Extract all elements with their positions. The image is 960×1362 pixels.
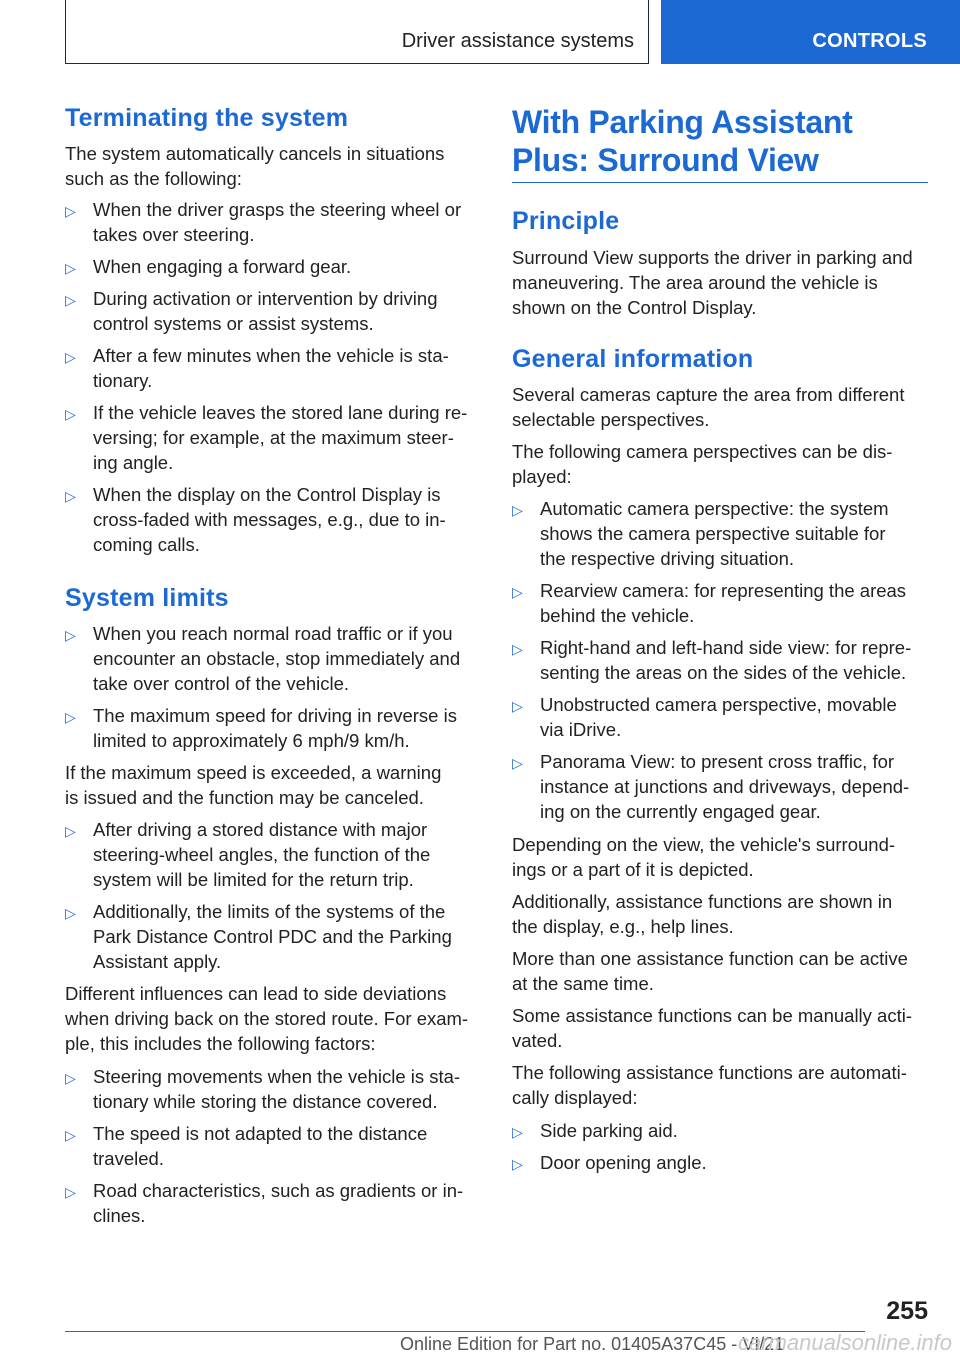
- bullet-triangle-icon: ▷: [65, 260, 76, 276]
- perspective-item-text: behind the vehicle.: [540, 605, 695, 626]
- terminating-item-text: During activation or intervention by driving: [93, 288, 438, 309]
- limits-item-text: The maximum speed for driving in reverse is: [93, 705, 457, 726]
- terminating-item-text: coming calls.: [93, 534, 200, 555]
- additionally-text-line: Additionally, assistance functions are shown in: [512, 891, 893, 912]
- perspective-item-text: senting the areas on the sides of the vehicle.: [540, 662, 907, 683]
- factor-item-text: Road characteristics, such as gradients or in‐: [93, 1180, 464, 1201]
- running-header-title: Driver assistance systems: [401, 30, 634, 52]
- perspective-item-text: Unobstructed camera perspective, movable: [540, 694, 897, 715]
- terminating-item-text: When the display on the Control Display is: [93, 484, 441, 505]
- speed-exceeded-line: If the maximum speed is exceeded, a warning: [65, 762, 442, 783]
- limits-item-text: Assistant apply.: [93, 951, 222, 972]
- bullet-triangle-icon: ▷: [65, 1127, 76, 1143]
- factor-item-text: tionary while storing the distance covered.: [93, 1091, 438, 1112]
- limits-item-text: steering-wheel angles, the function of the: [93, 844, 431, 865]
- heading-surround-view: With Parking Assistant: [512, 104, 853, 140]
- perspective-item-text: instance at junctions and driveways, depend‐: [540, 776, 910, 797]
- following-text-line: The following assistance functions are automati‐: [512, 1062, 907, 1083]
- principle-text-line: shown on the Control Display.: [512, 297, 757, 318]
- factor-item-text: The speed is not adapted to the distance: [93, 1123, 428, 1144]
- general-text-line: The following camera perspectives can be dis‐: [512, 441, 893, 462]
- chapter-tab[interactable]: [661, 0, 960, 64]
- terminating-item-text: When engaging a forward gear.: [93, 256, 352, 277]
- bullet-triangle-icon: ▷: [65, 1184, 76, 1200]
- terminating-intro-line: such as the following:: [65, 168, 242, 189]
- depending-text-line: Depending on the view, the vehicle's surround‐: [512, 834, 896, 855]
- limits-item-text: system will be limited for the return trip.: [93, 869, 414, 890]
- terminating-intro-line: The system automatically cancels in situations: [65, 143, 445, 164]
- general-text-line: played:: [512, 466, 572, 487]
- bullet-triangle-icon: ▷: [65, 905, 76, 921]
- factor-item-text: Steering movements when the vehicle is sta‐: [93, 1066, 461, 1087]
- heading-system-limits: System limits: [65, 584, 229, 612]
- bullet-triangle-icon: ▷: [512, 584, 523, 600]
- influences-line: when driving back on the stored route. For exam‐: [65, 1008, 469, 1029]
- bullet-triangle-icon: ▷: [65, 349, 76, 365]
- limits-item-text: encounter an obstacle, stop immediately and: [93, 648, 461, 669]
- page-number: 255: [886, 1297, 928, 1325]
- bullet-triangle-icon: ▷: [512, 1124, 523, 1140]
- terminating-item-text: versing; for example, at the maximum steer‐: [93, 427, 454, 448]
- footer-edition: Online Edition for Part no. 01405A37C45 - VI/21: [400, 1334, 785, 1354]
- factor-item-text: traveled.: [93, 1148, 164, 1169]
- bullet-triangle-icon: ▷: [512, 698, 523, 714]
- depending-text-line: ings or a part of it is depicted.: [512, 859, 754, 880]
- principle-text-line: maneuvering. The area around the vehicle is: [512, 272, 878, 293]
- following-text-line: cally displayed:: [512, 1087, 638, 1108]
- perspective-item-text: the respective driving situation.: [540, 548, 794, 569]
- running-header-section: [65, 0, 649, 64]
- perspective-item-text: Panorama View: to present cross traffic, for: [540, 751, 895, 772]
- principle-text-line: Surround View supports the driver in parking and: [512, 247, 913, 268]
- bullet-triangle-icon: ▷: [65, 709, 76, 725]
- factor-item-text: clines.: [93, 1205, 146, 1226]
- limits-item-text: After driving a stored distance with major: [93, 819, 428, 840]
- heading-rule: [512, 182, 928, 183]
- perspective-item-text: Automatic camera perspective: the system: [540, 498, 889, 519]
- heading-terminating: Terminating the system: [65, 104, 349, 132]
- limits-item-text: When you reach normal road traffic or if you: [93, 623, 453, 644]
- bullet-triangle-icon: ▷: [65, 1070, 76, 1086]
- bullet-triangle-icon: ▷: [65, 627, 76, 643]
- heading-surround-view: Plus: Surround View: [512, 142, 819, 178]
- terminating-item-text: tionary.: [93, 370, 153, 391]
- additionally-text-line: the display, e.g., help lines.: [512, 916, 734, 937]
- bullet-triangle-icon: ▷: [65, 488, 76, 504]
- more-text-line: at the same time.: [512, 973, 654, 994]
- perspective-item-text: Rearview camera: for representing the areas: [540, 580, 907, 601]
- terminating-item-text: After a few minutes when the vehicle is sta‐: [93, 345, 449, 366]
- perspective-item-text: via iDrive.: [540, 719, 622, 740]
- perspective-item-text: ing on the currently engaged gear.: [540, 801, 821, 822]
- limits-item-text: Additionally, the limits of the systems of the: [93, 901, 446, 922]
- watermark: carmanualsonline.info: [737, 1330, 952, 1355]
- limits-item-text: take over control of the vehicle.: [93, 673, 350, 694]
- terminating-item-text: ing angle.: [93, 452, 174, 473]
- limits-item-text: Park Distance Control PDC and the Parking: [93, 926, 452, 947]
- chapter-tab-label: CONTROLS: [812, 30, 927, 52]
- limits-item-text: limited to approximately 6 mph/9 km/h.: [93, 730, 410, 751]
- speed-exceeded-line: is issued and the function may be canceled.: [65, 787, 424, 808]
- bullet-triangle-icon: ▷: [512, 755, 523, 771]
- auto-item-text: Side parking aid.: [540, 1120, 678, 1141]
- bullet-triangle-icon: ▷: [512, 502, 523, 518]
- perspective-item-text: shows the camera perspective suitable for: [540, 523, 886, 544]
- bullet-triangle-icon: ▷: [512, 1156, 523, 1172]
- terminating-item-text: takes over steering.: [93, 224, 255, 245]
- terminating-item-text: When the driver grasps the steering wheel or: [93, 199, 462, 220]
- manual-text-line: vated.: [512, 1030, 563, 1051]
- influences-line: Different influences can lead to side deviations: [65, 983, 447, 1004]
- general-text-line: Several cameras capture the area from different: [512, 384, 905, 405]
- influences-line: ple, this includes the following factors:: [65, 1033, 376, 1054]
- terminating-item-text: cross-faded with messages, e.g., due to in‐: [93, 509, 446, 530]
- terminating-item-text: If the vehicle leaves the stored lane during re‐: [93, 402, 468, 423]
- more-text-line: More than one assistance function can be active: [512, 948, 908, 969]
- general-text-line: selectable perspectives.: [512, 409, 710, 430]
- bullet-triangle-icon: ▷: [65, 406, 76, 422]
- bullet-triangle-icon: ▷: [65, 203, 76, 219]
- heading-principle: Principle: [512, 207, 620, 235]
- terminating-item-text: control systems or assist systems.: [93, 313, 374, 334]
- manual-text-line: Some assistance functions can be manually acti‐: [512, 1005, 913, 1026]
- auto-item-text: Door opening angle.: [540, 1152, 707, 1173]
- bullet-triangle-icon: ▷: [65, 823, 76, 839]
- bullet-triangle-icon: ▷: [65, 292, 76, 308]
- heading-general-information: General information: [512, 345, 754, 373]
- perspective-item-text: Right-hand and left-hand side view: for repre‐: [540, 637, 912, 658]
- bullet-triangle-icon: ▷: [512, 641, 523, 657]
